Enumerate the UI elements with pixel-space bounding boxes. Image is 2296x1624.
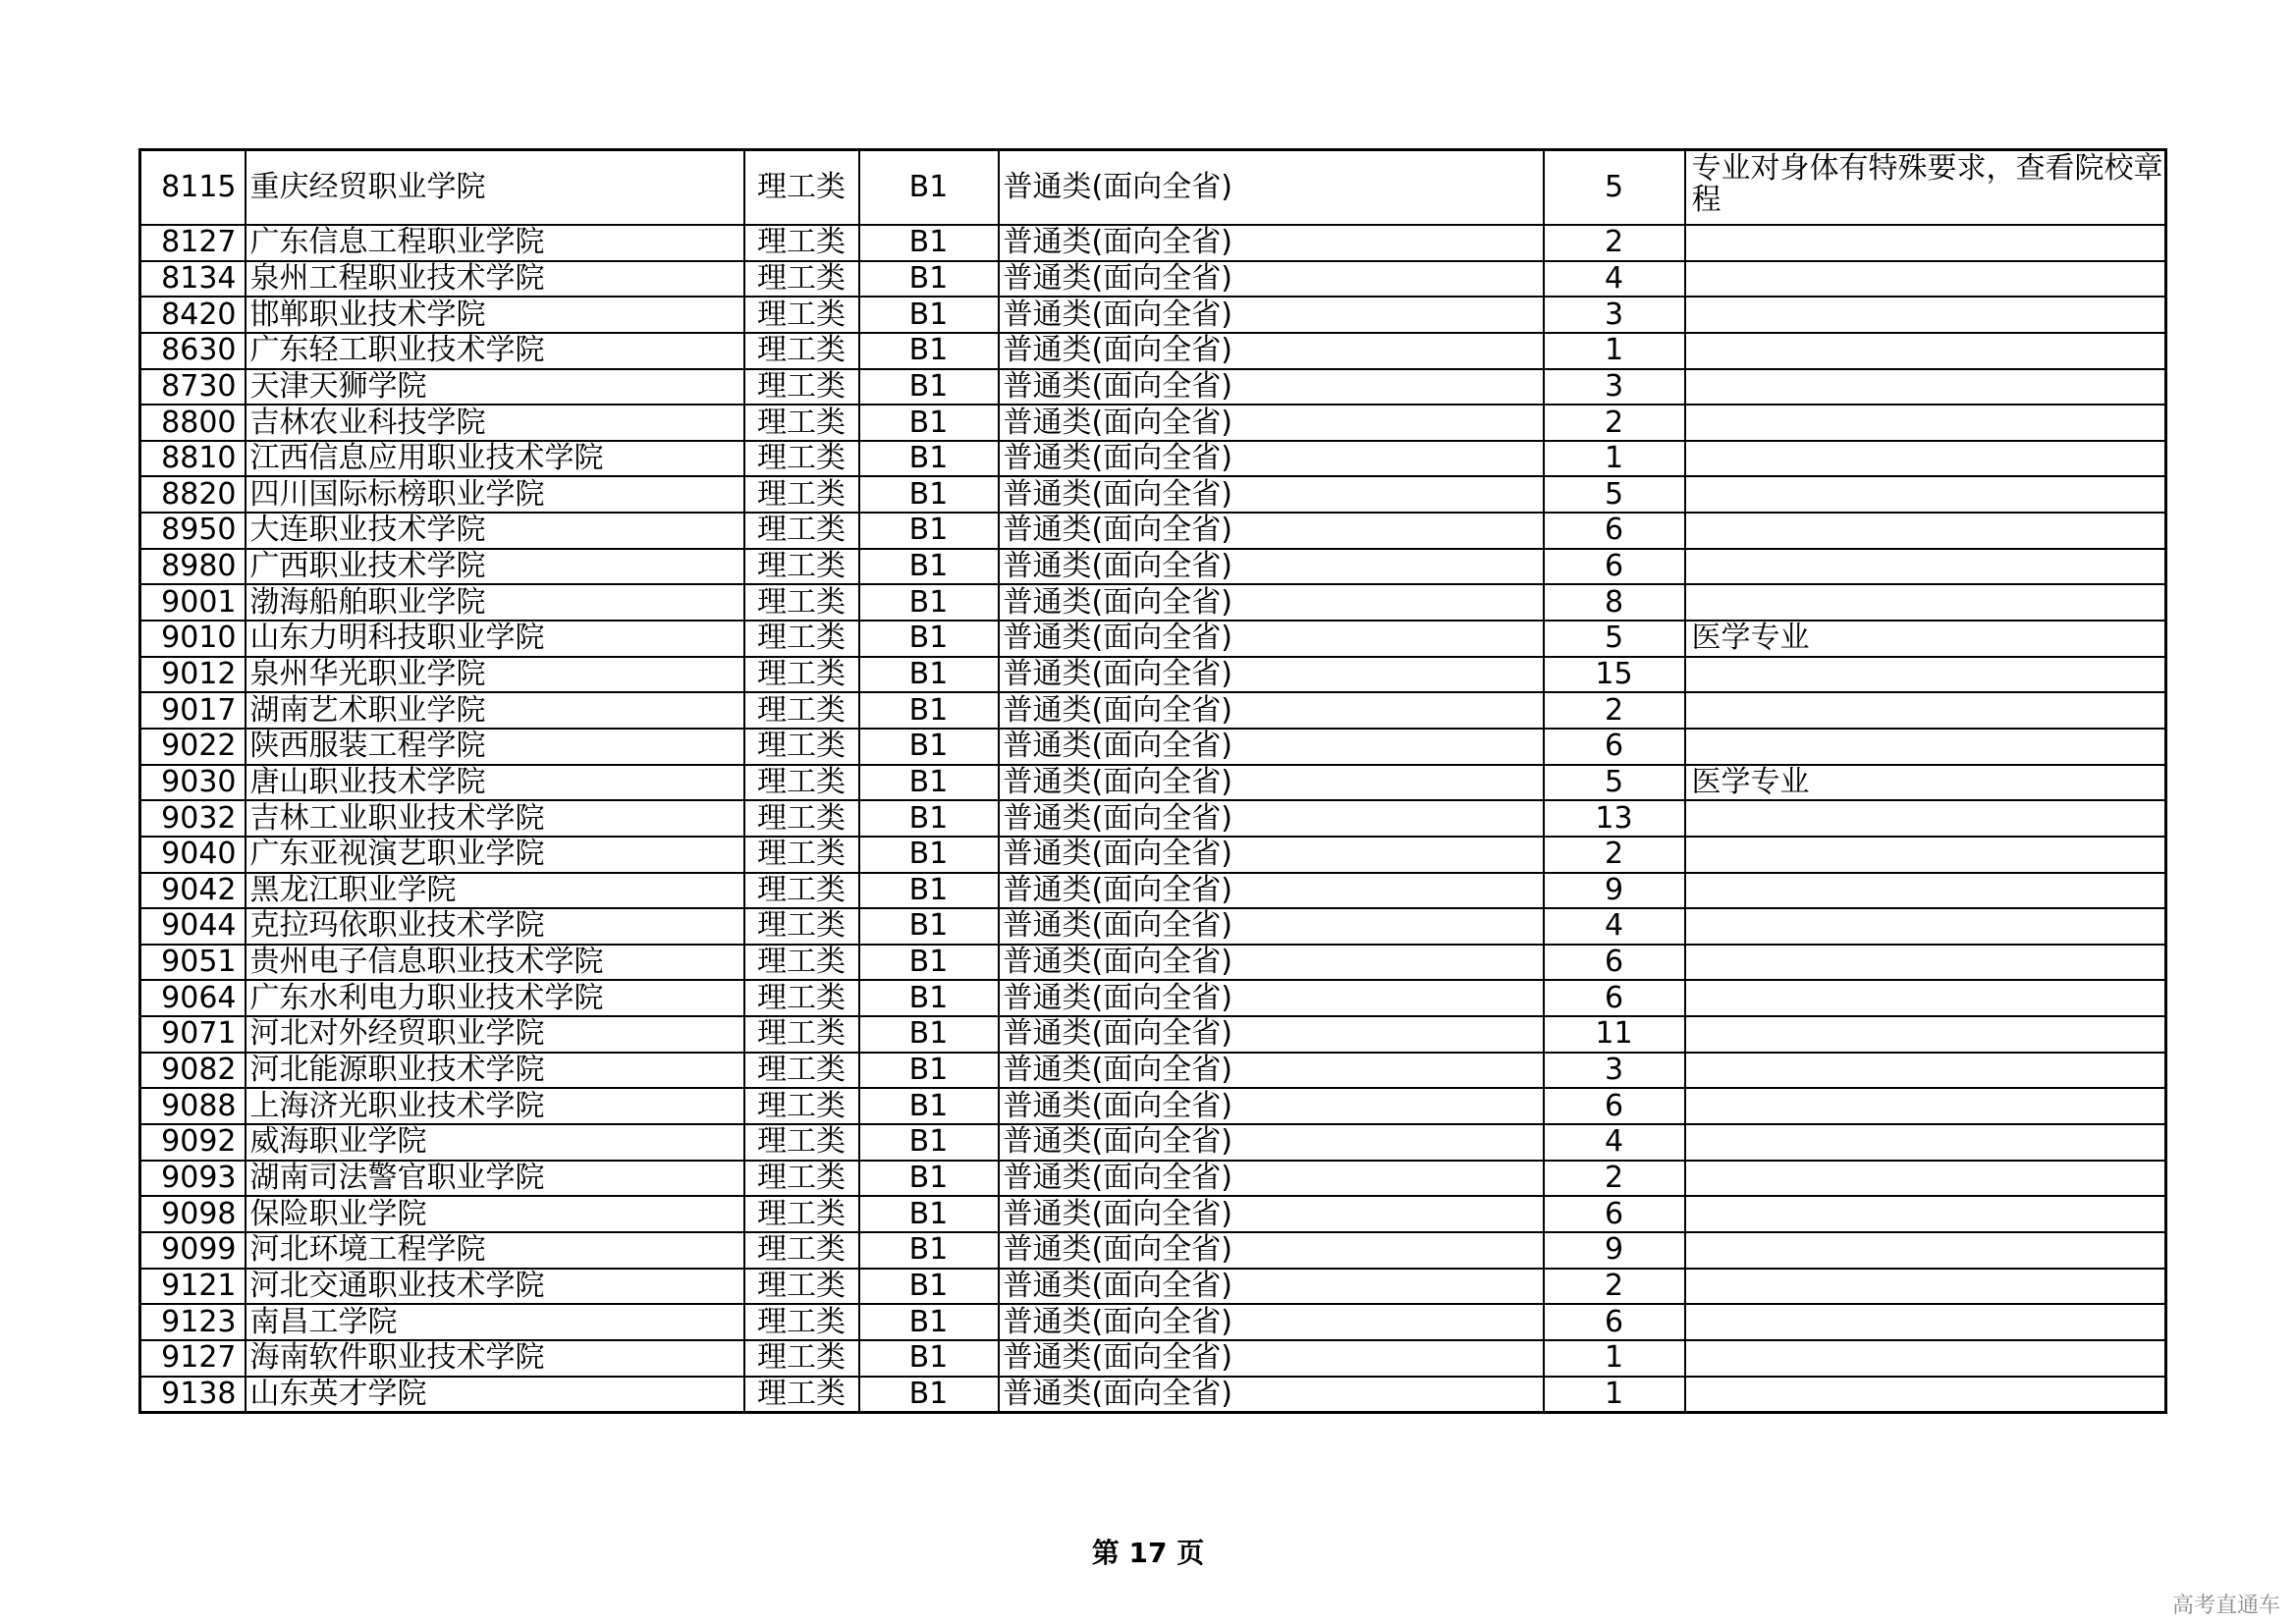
batch-cell: B1 (859, 405, 999, 441)
school-code-cell: 8950 (140, 513, 246, 549)
note-cell (1685, 873, 2166, 909)
batch-cell: B1 (859, 657, 999, 693)
table-row (140, 1196, 2166, 1232)
category-cell: 理工类 (744, 549, 859, 585)
plan-count-cell: 6 (1544, 549, 1685, 585)
school-name-cell: 吉林农业科技学院 (246, 405, 744, 441)
school-code-cell: 9010 (140, 621, 246, 657)
school-code-cell: 8980 (140, 549, 246, 585)
plan-count-cell: 9 (1544, 873, 1685, 909)
table-row (140, 945, 2166, 981)
category-cell: 理工类 (744, 150, 859, 226)
school-code-cell: 9022 (140, 729, 246, 765)
school-name-cell: 四川国际标榜职业学院 (246, 476, 744, 513)
school-name-cell: 渤海船舶职业学院 (246, 584, 744, 621)
table-row (140, 1269, 2166, 1305)
note-cell (1685, 1088, 2166, 1124)
table-row (140, 837, 2166, 873)
category-cell: 理工类 (744, 873, 859, 909)
category-cell: 理工类 (744, 621, 859, 657)
school-code-cell: 9040 (140, 837, 246, 873)
batch-cell: B1 (859, 1196, 999, 1232)
plan-count-cell: 2 (1544, 225, 1685, 261)
school-code-cell: 9012 (140, 657, 246, 693)
school-code-cell: 8730 (140, 369, 246, 406)
school-name-cell: 吉林工业职业技术学院 (246, 800, 744, 837)
plan-type-cell: 普通类(面向全省) (999, 1377, 1544, 1413)
batch-cell: B1 (859, 980, 999, 1016)
school-code-cell: 9082 (140, 1053, 246, 1089)
school-name-cell: 山东力明科技职业学院 (246, 621, 744, 657)
batch-cell: B1 (859, 765, 999, 801)
table-row (140, 980, 2166, 1016)
plan-type-cell: 普通类(面向全省) (999, 1088, 1544, 1124)
note-cell (1685, 1269, 2166, 1305)
school-code-cell: 9099 (140, 1232, 246, 1269)
note-cell (1685, 837, 2166, 873)
school-code-cell: 8810 (140, 441, 246, 477)
plan-count-cell: 4 (1544, 908, 1685, 945)
school-name-cell: 泉州工程职业技术学院 (246, 261, 744, 298)
batch-cell: B1 (859, 261, 999, 298)
note-cell (1685, 1016, 2166, 1053)
batch-cell: B1 (859, 1232, 999, 1269)
plan-count-cell: 6 (1544, 945, 1685, 981)
plan-type-cell: 普通类(面向全省) (999, 261, 1544, 298)
note-cell (1685, 800, 2166, 837)
batch-cell: B1 (859, 549, 999, 585)
table-row (140, 692, 2166, 729)
school-code-cell: 9030 (140, 765, 246, 801)
school-name-cell: 大连职业技术学院 (246, 513, 744, 549)
note-cell (1685, 513, 2166, 549)
note-cell (1685, 333, 2166, 369)
plan-type-cell: 普通类(面向全省) (999, 513, 1544, 549)
school-name-cell: 河北对外经贸职业学院 (246, 1016, 744, 1053)
plan-type-cell: 普通类(面向全省) (999, 1304, 1544, 1340)
table-row (140, 657, 2166, 693)
school-code-cell: 9123 (140, 1304, 246, 1340)
table-row (140, 476, 2166, 513)
school-name-cell: 邯郸职业技术学院 (246, 297, 744, 333)
note-cell: 医学专业 (1685, 621, 2166, 657)
category-cell: 理工类 (744, 945, 859, 981)
school-name-cell: 湖南司法警官职业学院 (246, 1161, 744, 1197)
table-row (140, 1016, 2166, 1053)
school-code-cell: 9093 (140, 1161, 246, 1197)
table-row (140, 1053, 2166, 1089)
plan-count-cell: 5 (1544, 765, 1685, 801)
school-name-cell: 广西职业技术学院 (246, 549, 744, 585)
watermark: 高考直通车 (2171, 1594, 2280, 1618)
batch-cell: B1 (859, 692, 999, 729)
category-cell: 理工类 (744, 692, 859, 729)
category-cell: 理工类 (744, 729, 859, 765)
school-name-cell: 广东水利电力职业技术学院 (246, 980, 744, 1016)
school-name-cell: 广东轻工职业技术学院 (246, 333, 744, 369)
note-cell (1685, 1161, 2166, 1197)
plan-type-cell: 普通类(面向全省) (999, 1161, 1544, 1197)
plan-type-cell: 普通类(面向全省) (999, 657, 1544, 693)
batch-cell: B1 (859, 1377, 999, 1413)
school-name-cell: 保险职业学院 (246, 1196, 744, 1232)
plan-count-cell: 5 (1544, 621, 1685, 657)
note-cell (1685, 692, 2166, 729)
plan-count-cell: 6 (1544, 1196, 1685, 1232)
batch-cell: B1 (859, 621, 999, 657)
plan-type-cell: 普通类(面向全省) (999, 765, 1544, 801)
school-name-cell: 上海济光职业技术学院 (246, 1088, 744, 1124)
category-cell: 理工类 (744, 1053, 859, 1089)
note-cell (1685, 297, 2166, 333)
school-code-cell: 9138 (140, 1377, 246, 1413)
school-code-cell: 9001 (140, 584, 246, 621)
table-row (140, 1377, 2166, 1413)
table-row (140, 513, 2166, 549)
school-code-cell: 8134 (140, 261, 246, 298)
school-name-cell: 河北交通职业技术学院 (246, 1269, 744, 1305)
plan-count-cell: 3 (1544, 369, 1685, 406)
table-row (140, 584, 2166, 621)
plan-count-cell: 2 (1544, 692, 1685, 729)
plan-type-cell: 普通类(面向全省) (999, 297, 1544, 333)
category-cell: 理工类 (744, 297, 859, 333)
batch-cell: B1 (859, 1161, 999, 1197)
table-row (140, 621, 2166, 657)
batch-cell: B1 (859, 1088, 999, 1124)
table-row (140, 333, 2166, 369)
category-cell: 理工类 (744, 1269, 859, 1305)
school-name-cell: 湖南艺术职业学院 (246, 692, 744, 729)
table-row (140, 908, 2166, 945)
category-cell: 理工类 (744, 1088, 859, 1124)
batch-cell: B1 (859, 1340, 999, 1377)
school-name-cell: 唐山职业技术学院 (246, 765, 744, 801)
table-row (140, 800, 2166, 837)
category-cell: 理工类 (744, 1016, 859, 1053)
batch-cell: B1 (859, 800, 999, 837)
plan-type-cell: 普通类(面向全省) (999, 1196, 1544, 1232)
plan-count-cell: 15 (1544, 657, 1685, 693)
plan-count-cell: 4 (1544, 1124, 1685, 1161)
table-row (140, 873, 2166, 909)
batch-cell: B1 (859, 908, 999, 945)
note-cell (1685, 584, 2166, 621)
note-cell (1685, 549, 2166, 585)
table-row (140, 297, 2166, 333)
batch-cell: B1 (859, 1124, 999, 1161)
table-row (140, 1124, 2166, 1161)
batch-cell: B1 (859, 837, 999, 873)
plan-type-cell: 普通类(面向全省) (999, 476, 1544, 513)
school-name-cell: 广东亚视演艺职业学院 (246, 837, 744, 873)
batch-cell: B1 (859, 1016, 999, 1053)
category-cell: 理工类 (744, 476, 859, 513)
school-name-cell: 重庆经贸职业学院 (246, 150, 744, 226)
note-cell (1685, 1232, 2166, 1269)
school-code-cell: 9071 (140, 1016, 246, 1053)
school-code-cell: 9032 (140, 800, 246, 837)
category-cell: 理工类 (744, 513, 859, 549)
school-name-cell: 南昌工学院 (246, 1304, 744, 1340)
batch-cell: B1 (859, 729, 999, 765)
table-row (140, 225, 2166, 261)
category-cell: 理工类 (744, 225, 859, 261)
plan-count-cell: 6 (1544, 1304, 1685, 1340)
school-name-cell: 陕西服装工程学院 (246, 729, 744, 765)
table-row (140, 441, 2166, 477)
plan-count-cell: 1 (1544, 1377, 1685, 1413)
plan-type-cell: 普通类(面向全省) (999, 873, 1544, 909)
category-cell: 理工类 (744, 1377, 859, 1413)
school-code-cell: 9044 (140, 908, 246, 945)
note-cell (1685, 1124, 2166, 1161)
plan-type-cell: 普通类(面向全省) (999, 692, 1544, 729)
table-row (140, 1161, 2166, 1197)
category-cell: 理工类 (744, 405, 859, 441)
plan-count-cell: 2 (1544, 1269, 1685, 1305)
page-number: 第 17 页 (1091, 1537, 1205, 1569)
note-cell (1685, 1304, 2166, 1340)
enrollment-table (138, 148, 2167, 1414)
table-row (140, 261, 2166, 298)
table-row (140, 369, 2166, 406)
plan-count-cell: 9 (1544, 1232, 1685, 1269)
table-row (140, 1088, 2166, 1124)
table-row (140, 1340, 2166, 1377)
category-cell: 理工类 (744, 908, 859, 945)
plan-count-cell: 6 (1544, 513, 1685, 549)
table-row (140, 405, 2166, 441)
plan-count-cell: 5 (1544, 476, 1685, 513)
batch-cell: B1 (859, 873, 999, 909)
note-cell (1685, 729, 2166, 765)
note-cell (1685, 441, 2166, 477)
plan-count-cell: 11 (1544, 1016, 1685, 1053)
note-cell (1685, 405, 2166, 441)
school-name-cell: 天津天狮学院 (246, 369, 744, 406)
category-cell: 理工类 (744, 837, 859, 873)
plan-type-cell: 普通类(面向全省) (999, 1232, 1544, 1269)
plan-count-cell: 3 (1544, 1053, 1685, 1089)
category-cell: 理工类 (744, 1232, 859, 1269)
plan-count-cell: 1 (1544, 441, 1685, 477)
plan-type-cell: 普通类(面向全省) (999, 549, 1544, 585)
school-code-cell: 9064 (140, 980, 246, 1016)
category-cell: 理工类 (744, 1196, 859, 1232)
school-code-cell: 9121 (140, 1269, 246, 1305)
category-cell: 理工类 (744, 369, 859, 406)
plan-type-cell: 普通类(面向全省) (999, 405, 1544, 441)
note-cell: 医学专业 (1685, 765, 2166, 801)
school-code-cell: 8630 (140, 333, 246, 369)
plan-count-cell: 6 (1544, 980, 1685, 1016)
plan-count-cell: 5 (1544, 150, 1685, 226)
school-name-cell: 广东信息工程职业学院 (246, 225, 744, 261)
school-name-cell: 河北环境工程学院 (246, 1232, 744, 1269)
school-code-cell: 9051 (140, 945, 246, 981)
note-cell (1685, 369, 2166, 406)
batch-cell: B1 (859, 441, 999, 477)
plan-type-cell: 普通类(面向全省) (999, 441, 1544, 477)
batch-cell: B1 (859, 225, 999, 261)
category-cell: 理工类 (744, 657, 859, 693)
school-name-cell: 黑龙江职业学院 (246, 873, 744, 909)
plan-count-cell: 13 (1544, 800, 1685, 837)
category-cell: 理工类 (744, 980, 859, 1016)
table-body (140, 150, 2166, 1413)
category-cell: 理工类 (744, 800, 859, 837)
plan-count-cell: 2 (1544, 1161, 1685, 1197)
plan-count-cell: 6 (1544, 729, 1685, 765)
school-name-cell: 克拉玛依职业技术学院 (246, 908, 744, 945)
category-cell: 理工类 (744, 1340, 859, 1377)
plan-count-cell: 2 (1544, 837, 1685, 873)
plan-type-cell: 普通类(面向全省) (999, 1269, 1544, 1305)
school-name-cell: 海南软件职业技术学院 (246, 1340, 744, 1377)
note-cell (1685, 1196, 2166, 1232)
batch-cell: B1 (859, 584, 999, 621)
plan-count-cell: 2 (1544, 405, 1685, 441)
plan-type-cell: 普通类(面向全省) (999, 369, 1544, 406)
batch-cell: B1 (859, 150, 999, 226)
plan-type-cell: 普通类(面向全省) (999, 837, 1544, 873)
note-cell (1685, 225, 2166, 261)
school-code-cell: 8420 (140, 297, 246, 333)
batch-cell: B1 (859, 1304, 999, 1340)
plan-count-cell: 8 (1544, 584, 1685, 621)
school-code-cell: 9098 (140, 1196, 246, 1232)
note-cell (1685, 1340, 2166, 1377)
plan-type-cell: 普通类(面向全省) (999, 945, 1544, 981)
batch-cell: B1 (859, 1053, 999, 1089)
plan-type-cell: 普通类(面向全省) (999, 800, 1544, 837)
plan-count-cell: 1 (1544, 333, 1685, 369)
school-code-cell: 8820 (140, 476, 246, 513)
plan-type-cell: 普通类(面向全省) (999, 621, 1544, 657)
school-code-cell: 9127 (140, 1340, 246, 1377)
school-code-cell: 8800 (140, 405, 246, 441)
plan-count-cell: 6 (1544, 1088, 1685, 1124)
table-row (140, 729, 2166, 765)
note-cell (1685, 1053, 2166, 1089)
category-cell: 理工类 (744, 1161, 859, 1197)
plan-type-cell: 普通类(面向全省) (999, 584, 1544, 621)
table-row (140, 765, 2166, 801)
note-cell (1685, 657, 2166, 693)
category-cell: 理工类 (744, 1304, 859, 1340)
table-row (140, 1304, 2166, 1340)
batch-cell: B1 (859, 513, 999, 549)
table-row (140, 150, 2166, 226)
category-cell: 理工类 (744, 765, 859, 801)
category-cell: 理工类 (744, 584, 859, 621)
school-code-cell: 8127 (140, 225, 246, 261)
school-name-cell: 河北能源职业技术学院 (246, 1053, 744, 1089)
school-code-cell: 9042 (140, 873, 246, 909)
note-cell (1685, 261, 2166, 298)
category-cell: 理工类 (744, 441, 859, 477)
plan-count-cell: 3 (1544, 297, 1685, 333)
note-cell (1685, 908, 2166, 945)
plan-type-cell: 普通类(面向全省) (999, 1053, 1544, 1089)
plan-type-cell: 普通类(面向全省) (999, 729, 1544, 765)
plan-type-cell: 普通类(面向全省) (999, 1340, 1544, 1377)
batch-cell: B1 (859, 1269, 999, 1305)
note-cell (1685, 476, 2166, 513)
table-row (140, 549, 2166, 585)
school-code-cell: 8115 (140, 150, 246, 226)
note-cell (1685, 980, 2166, 1016)
plan-type-cell: 普通类(面向全省) (999, 908, 1544, 945)
school-name-cell: 泉州华光职业学院 (246, 657, 744, 693)
note-cell: 专业对身体有特殊要求，查看院校章程 (1685, 150, 2166, 226)
school-code-cell: 9092 (140, 1124, 246, 1161)
plan-type-cell: 普通类(面向全省) (999, 225, 1544, 261)
plan-type-cell: 普通类(面向全省) (999, 980, 1544, 1016)
category-cell: 理工类 (744, 1124, 859, 1161)
plan-type-cell: 普通类(面向全省) (999, 1016, 1544, 1053)
plan-type-cell: 普通类(面向全省) (999, 333, 1544, 369)
batch-cell: B1 (859, 333, 999, 369)
school-name-cell: 江西信息应用职业技术学院 (246, 441, 744, 477)
category-cell: 理工类 (744, 261, 859, 298)
batch-cell: B1 (859, 297, 999, 333)
batch-cell: B1 (859, 476, 999, 513)
category-cell: 理工类 (744, 333, 859, 369)
note-cell (1685, 1377, 2166, 1413)
batch-cell: B1 (859, 369, 999, 406)
school-name-cell: 贵州电子信息职业技术学院 (246, 945, 744, 981)
school-code-cell: 9088 (140, 1088, 246, 1124)
plan-type-cell: 普通类(面向全省) (999, 1124, 1544, 1161)
school-code-cell: 9017 (140, 692, 246, 729)
note-cell (1685, 945, 2166, 981)
school-name-cell: 山东英才学院 (246, 1377, 744, 1413)
batch-cell: B1 (859, 945, 999, 981)
school-name-cell: 威海职业学院 (246, 1124, 744, 1161)
plan-count-cell: 1 (1544, 1340, 1685, 1377)
plan-type-cell: 普通类(面向全省) (999, 150, 1544, 226)
plan-count-cell: 4 (1544, 261, 1685, 298)
table-row (140, 1232, 2166, 1269)
